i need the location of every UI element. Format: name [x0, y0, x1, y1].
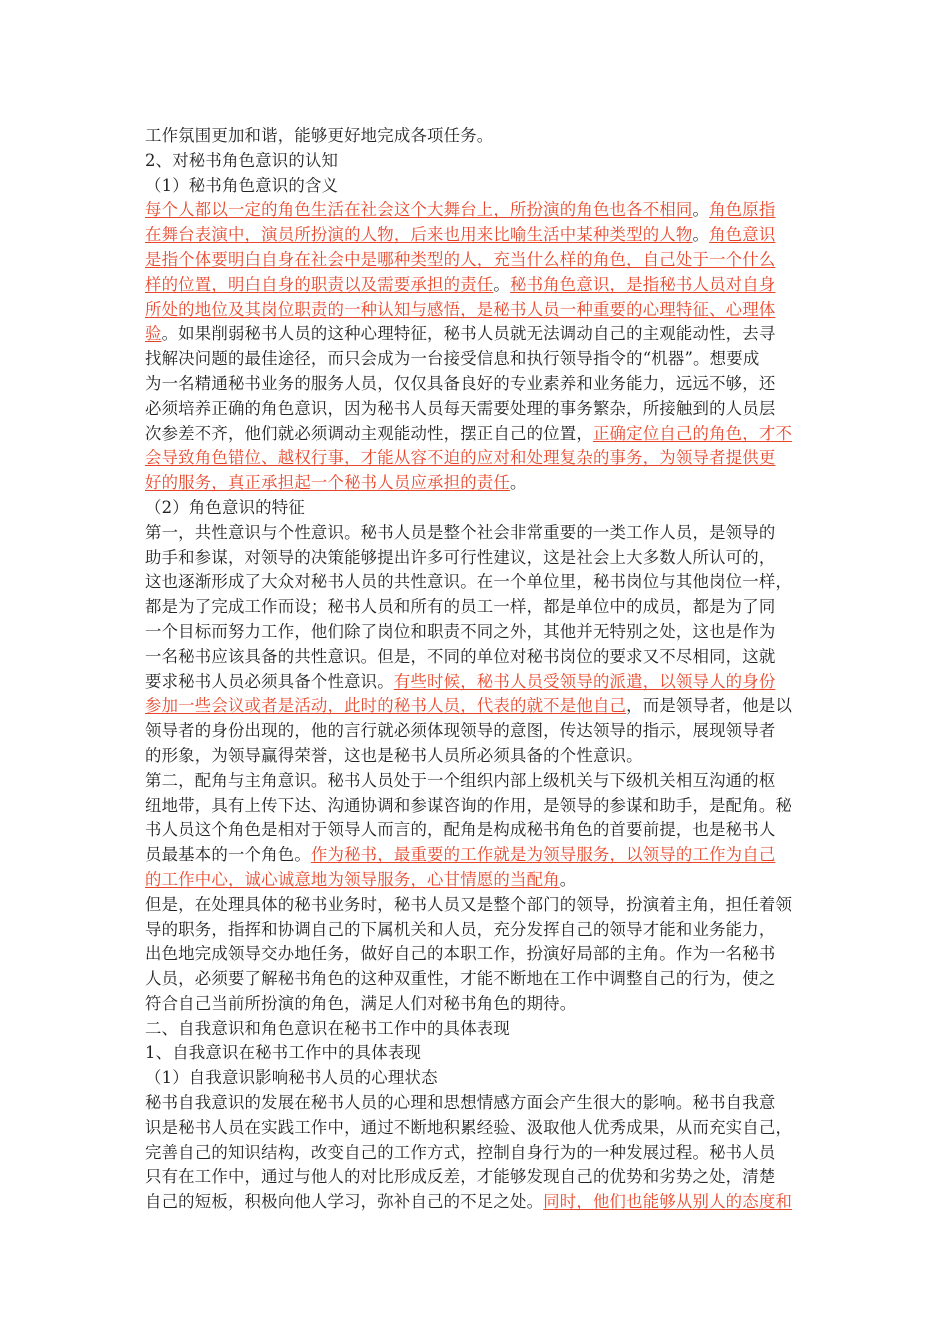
body-text: 出色地完成领导交办地任务，做好自己的本职工作，扮演好局部的主角。作为一名秘书 — [145, 944, 776, 964]
highlighted-text: 样的位置，明白自身的职责以及需要承担的责任 — [145, 274, 494, 294]
text-line — [145, 595, 809, 620]
text-line — [145, 893, 809, 918]
body-text: 完善自己的知识结构，改变自己的工作方式，控制自身行为的一种发展过程。秘书人员 — [145, 1142, 776, 1162]
body-text: 领导者的身份出现的，他的言行就必须体现领导的意图，传达领导的指示，展现领导者 — [145, 721, 776, 741]
body-text: 必须培养正确的角色意识，因为秘书人员每天需要处理的事务繁杂，所接触到的人员层 — [145, 398, 776, 418]
body-text: 。如果削弱秘书人员的这种心理特征，秘书人员就无法调动自己的主观能动性，去寻 — [161, 324, 776, 344]
text-line — [145, 918, 809, 943]
body-text: 要求秘书人员必须具备个性意识。 — [145, 671, 394, 691]
body-text: 识是秘书人员在实践工作中，通过不断地积累经验、汲取他人优秀成果，从而充实自己， — [145, 1117, 793, 1137]
highlighted-text: 正确定位自己的角色，才不 — [592, 423, 793, 443]
highlighted-text: 秘书角色意识，是指秘书人员对自身 — [510, 274, 776, 294]
body-text: 次参差不齐，他们就必须调动主观能动性，摆正自己的位置， — [145, 423, 593, 443]
body-text: ，而是领导者，他是以 — [626, 696, 793, 716]
body-text: 第二，配角与主角意识。秘书人员处于一个组织内部上级机关与下级机关相互沟通的枢 — [145, 770, 776, 790]
body-text: 秘书自我意识的发展在秘书人员的心理和思想情感方面会产生很大的影响。秘书自我意 — [145, 1093, 776, 1113]
text-line — [145, 992, 809, 1017]
highlighted-text: 角色意识 — [709, 225, 776, 245]
body-text: （1）秘书角色意识的含义 — [145, 175, 339, 195]
body-text: （1）自我意识影响秘书人员的心理状态 — [145, 1068, 438, 1088]
body-text: 人员，必须要了解秘书角色的这种双重性，才能不断地在工作中调整自己的行为，使之 — [145, 969, 776, 989]
text-line — [145, 794, 809, 819]
text-line — [145, 942, 809, 967]
body-text: 但是，在处理具体的秘书业务时，秘书人员又是整个部门的领导，扮演着主角，担任着领 — [145, 894, 793, 914]
text-line — [145, 372, 809, 397]
body-text: 1、自我意识在秘书工作中的具体表现 — [145, 1043, 422, 1063]
text-line — [145, 1190, 809, 1215]
body-text: 第一，共性意识与个性意识。秘书人员是整个社会非常重要的一类工作人员，是领导的 — [145, 522, 776, 542]
body-text: 这也逐渐形成了大众对秘书人员的共性意识。在一个单位里，秘书岗位与其他岗位一样， — [145, 572, 793, 592]
text-line — [145, 1066, 809, 1091]
text-line — [145, 670, 809, 695]
text-line — [145, 298, 809, 323]
body-text: （2）角色意识的特征 — [145, 497, 305, 517]
body-text: 都是为了完成工作而设；秘书人员和所有的员工一样，都是单位中的成员，都是为了同 — [145, 597, 776, 617]
text-line — [145, 843, 809, 868]
body-text: 自己的短板，积极向他人学习，弥补自己的不足之处。 — [145, 1192, 544, 1212]
body-text: 的形象，为领导赢得荣誉，这也是秘书人员所必须具备的个性意识。 — [145, 745, 643, 765]
body-text: 。 — [493, 274, 510, 294]
text-line — [145, 546, 809, 571]
highlighted-text: 所处的地位及其岗位职责的一种认知与感悟，是秘书人员一种重要的心理特征、心理体 — [145, 299, 776, 319]
document-page — [145, 124, 809, 1215]
body-text: 。 — [692, 225, 710, 245]
body-text: 找解决问题的最佳途径，而只会成为一台接受信息和执行领导指令的“机器”。想要成 — [145, 349, 760, 369]
text-line — [145, 496, 809, 521]
highlighted-text: 每个人都以一定的角色生活在社会这个大舞台上，所扮演的角色也各不相同 — [145, 200, 693, 220]
highlighted-text: 会导致角色错位、越权行事，才能从容不迫的应对和处理复杂的事务，为领导者提供更 — [145, 448, 776, 468]
text-line — [145, 620, 809, 645]
body-text: 工作氛围更加和谐，能够更好地完成各项任务。 — [145, 126, 494, 145]
highlighted-text: 角色原指 — [709, 200, 776, 220]
highlighted-text: 有些时候，秘书人员受领导的派遣，以领导人的身份 — [393, 671, 776, 691]
text-line — [145, 1041, 809, 1066]
body-text: 一个目标而努力工作，他们除了岗位和职责不同之外，其他并无特别之处，这也是作为 — [145, 621, 776, 641]
body-text: 2、对秘书角色意识的认知 — [145, 150, 339, 170]
text-line — [145, 248, 809, 273]
text-line — [145, 645, 809, 670]
text-line — [145, 694, 809, 719]
text-line — [145, 174, 809, 199]
body-text: 。 — [510, 473, 527, 493]
body-text: 员最基本的一个角色。 — [145, 845, 311, 865]
text-line — [145, 471, 809, 496]
highlighted-text: 的工作中心，诚心诚意地为领导服务，心甘情愿的当配角 — [145, 869, 560, 889]
text-line — [145, 322, 809, 347]
highlighted-text: 好的服务，真正承担起一个秘书人员应承担的责任 — [145, 473, 510, 493]
body-text: 助手和参谋，对领导的决策能够提出许多可行性建议，这是社会上大多数人所认可的， — [145, 547, 776, 567]
text-line — [145, 818, 809, 843]
text-line — [145, 1116, 809, 1141]
body-text: 书人员这个角色是相对于领导人而言的，配角是构成秘书角色的首要前提，也是秘书人 — [145, 820, 776, 840]
text-line — [145, 719, 809, 744]
text-line — [145, 521, 809, 546]
body-text: 。 — [692, 200, 710, 220]
text-line — [145, 868, 809, 893]
body-text: 符合自己当前所扮演的角色，满足人们对秘书角色的期待。 — [145, 993, 577, 1013]
body-text: 为一名精通秘书业务的服务人员，仅仅具备良好的专业素养和业务能力，远远不够，还 — [145, 373, 776, 393]
text-line — [145, 1017, 809, 1042]
text-line — [145, 744, 809, 769]
body-text: 只有在工作中，通过与他人的对比形成反差，才能够发现自己的优势和劣势之处，清楚 — [145, 1167, 776, 1187]
highlighted-text: 作为秘书，最重要的工作就是为领导服务，以领导的工作为自己 — [310, 845, 776, 865]
highlighted-text: 验 — [145, 324, 162, 344]
body-text: 一名秘书应该具备的共性意识。但是，不同的单位对秘书岗位的要求又不尽相同，这就 — [145, 646, 776, 666]
text-line — [145, 422, 809, 447]
highlighted-text: 参加一些会议或者是活动，此时的秘书人员，代表的就不是他自己 — [145, 696, 627, 716]
body-text: 二、自我意识和角色意识在秘书工作中的具体表现 — [145, 1018, 510, 1038]
highlighted-text: 在舞台表演中，演员所扮演的人物，后来也用来比喻生活中某种类型的人物 — [145, 225, 693, 245]
text-line — [145, 347, 809, 372]
text-line — [145, 570, 809, 595]
text-line — [145, 446, 809, 471]
highlighted-text: 同时，他们也能够从别人的态度和 — [543, 1192, 793, 1212]
text-line — [145, 223, 809, 248]
body-text: 。 — [559, 869, 577, 889]
text-line — [145, 124, 809, 149]
text-line — [145, 397, 809, 422]
body-text: 导的职务，指挥和协调自己的下属机关和人员，充分发挥自己的领导才能和业务能力， — [145, 919, 776, 939]
text-line — [145, 1091, 809, 1116]
text-line — [145, 198, 809, 223]
text-line — [145, 967, 809, 992]
highlighted-text: 是指个体要明白自身在社会中是哪种类型的人，充当什么样的角色，自己处于一个什么 — [145, 249, 776, 269]
text-line — [145, 149, 809, 174]
text-line — [145, 273, 809, 298]
text-line — [145, 1141, 809, 1166]
body-text: 纽地带，具有上传下达、沟通协调和参谋咨询的作用，是领导的参谋和助手，是配角。秘 — [145, 795, 793, 815]
text-line — [145, 769, 809, 794]
text-line — [145, 1165, 809, 1190]
